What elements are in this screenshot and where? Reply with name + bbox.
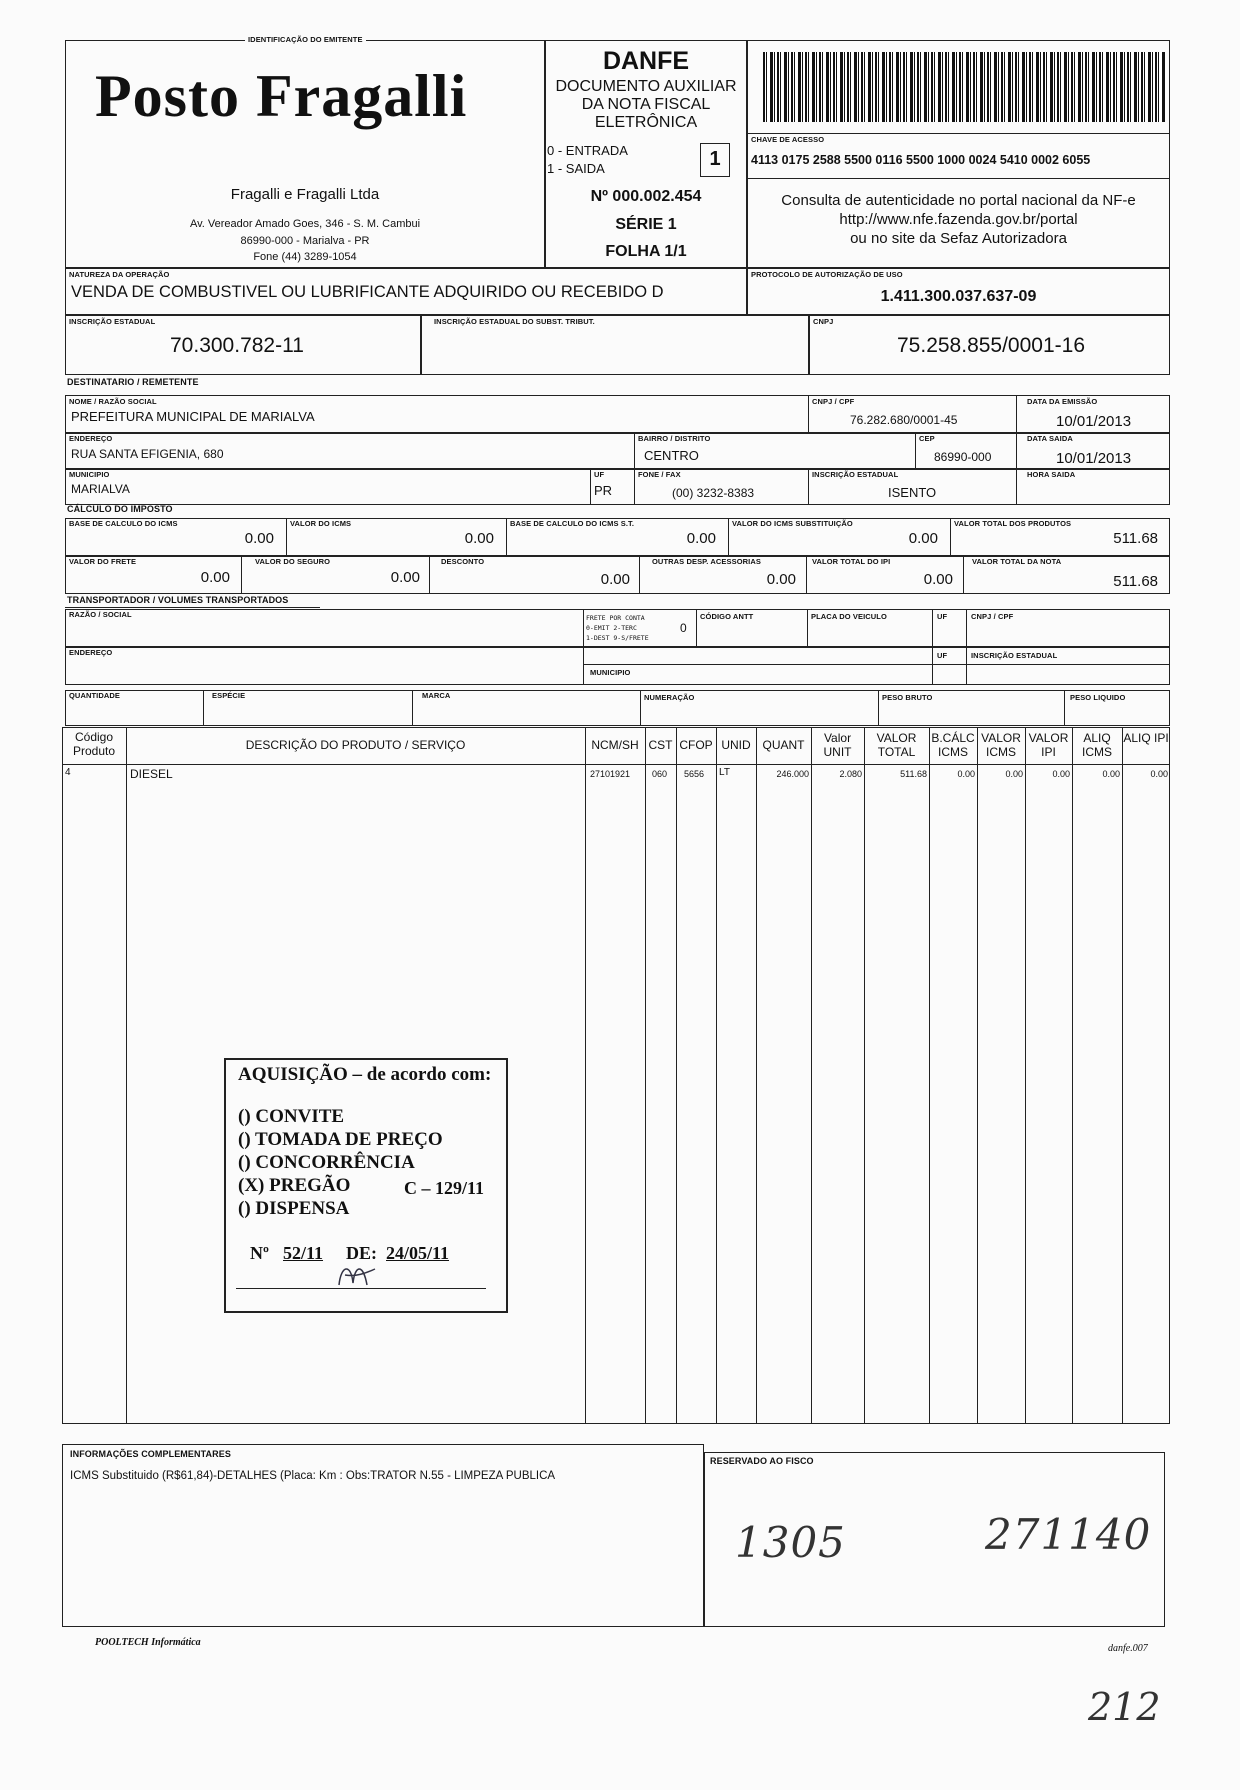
stamp-concorrencia: () CONCORRÊNCIA (238, 1152, 415, 1173)
danfe-entrada: 0 - ENTRADA (547, 143, 628, 158)
qtd-label: QUANTIDADE (69, 691, 120, 700)
total-produtos-label: VALOR TOTAL DOS PRODUTOS (954, 519, 1072, 528)
cell-ncm: 27101921 (590, 769, 631, 779)
col-line (716, 727, 717, 1424)
dest-cnpj-label: CNPJ / CPF (812, 397, 855, 406)
dest-cep-label: CEP (919, 434, 935, 443)
dest-nome-label: NOME / RAZÃO SOCIAL (69, 397, 157, 406)
dest-mun-label: MUNICIPIO (69, 470, 110, 479)
dest-div (590, 469, 591, 505)
transp-div (583, 609, 584, 647)
dest-div (1016, 433, 1017, 469)
col-line (811, 727, 812, 1424)
col-line (1025, 727, 1026, 1424)
transp-underline (65, 607, 320, 608)
dest-hora-label: HORA SAIDA (1027, 470, 1076, 479)
protocolo-value: 1.411.300.037.637-09 (880, 288, 1037, 305)
total-produtos-value: 511.68 (1113, 530, 1158, 547)
th-aliq-ipi: ALIQ IPI (1123, 731, 1169, 745)
transp-uf-label: UF (937, 612, 948, 621)
th-bcalc-icms: B.CÁLC ICMS (931, 731, 975, 759)
dest-saida-label: DATA SAIDA (1027, 434, 1073, 443)
cnpj-value: 75.258.855/0001-16 (897, 334, 1086, 357)
cell-quant: 246.000 (776, 769, 809, 779)
cell-aliq-ipi: 0.00 (1150, 769, 1168, 779)
dest-div (915, 433, 916, 469)
col-line (1122, 727, 1123, 1424)
ie-label: INSCRIÇÃO ESTADUAL (69, 317, 156, 326)
transp-div (932, 609, 933, 647)
th-valor-total: VALOR TOTAL (876, 731, 917, 759)
dest-cnpj: 76.282.680/0001-45 (850, 413, 958, 427)
imposto-div (506, 518, 507, 556)
col-line (1072, 727, 1073, 1424)
peso-bruto-label: PESO BRUTO (882, 693, 933, 702)
seguro-value: 0.00 (390, 569, 420, 586)
desconto-value: 0.00 (600, 571, 630, 588)
chave-consulta: Consulta de autenticidade no portal nacional da NF-e http://www.nfe.fazenda.gov.br/portal ou no site da Sefaz Autorizadora (781, 192, 1136, 247)
volumes-div (1064, 690, 1065, 726)
th-quant: QUANT (762, 738, 805, 752)
volumes-div (640, 690, 641, 726)
natureza-label: NATUREZA DA OPERAÇÃO (69, 270, 170, 279)
th-ncm: NCM/SH (591, 738, 639, 752)
protocolo-label: PROTOCOLO DE AUTORIZAÇÃO DE USO (751, 270, 903, 279)
cell-unid: LT (719, 767, 730, 778)
emitente-fone: Fone (44) 3289-1054 (253, 251, 357, 263)
stamp-tomada: () TOMADA DE PREÇO (238, 1129, 443, 1150)
th-valor-icms: VALOR ICMS (981, 731, 1021, 759)
dest-nome: PREFEITURA MUNICIPAL DE MARIALVA (71, 409, 315, 424)
th-valor-unit: Valor UNIT (823, 731, 852, 759)
transp-section-label: TRANSPORTADOR / VOLUMES TRANSPORTADOS (67, 595, 289, 605)
peso-liquido-label: PESO LIQUIDO (1070, 693, 1126, 702)
th-cst: CST (648, 738, 673, 752)
dest-row-2 (65, 433, 1170, 469)
base-icms-label: BASE DE CALCULO DO ICMS (69, 519, 178, 528)
th-cfop: CFOP (679, 738, 713, 752)
dest-bairro: CENTRO (644, 448, 699, 463)
transp-mun-label: MUNICIPIO (590, 668, 631, 677)
emitente-logo: Posto Fragalli (95, 63, 468, 129)
stamp-title: AQUISIÇÃO – de acordo com: (238, 1064, 492, 1085)
dest-end-label: ENDEREÇO (69, 434, 113, 443)
col-line (864, 727, 865, 1424)
dest-uf-label: UF (594, 470, 605, 479)
dest-end: RUA SANTA EFIGENIA, 680 (71, 447, 224, 461)
barcode-image (763, 52, 1165, 122)
chave-label: CHAVE DE ACESSO (751, 135, 825, 144)
total-ipi-value: 0.00 (923, 571, 953, 588)
dest-row-3 (65, 469, 1170, 505)
base-icms-st-label: BASE DE CALCULO DO ICMS S.T. (510, 519, 635, 528)
dest-fone: (00) 3232-8383 (672, 486, 755, 500)
cell-aliq-icms: 0.00 (1102, 769, 1120, 779)
transp-razao-label: RAZÃO / SOCIAL (69, 610, 132, 619)
placa-label: PLACA DO VEICULO (811, 612, 887, 621)
handwritten-271140: 271140 (985, 1510, 1152, 1559)
danfe-numero: Nº 000.002.454 (590, 188, 702, 205)
fisco-label: RESERVADO AO FISCO (710, 1456, 814, 1466)
imposto-div (429, 556, 430, 594)
ie-value: 70.300.782-11 (170, 334, 304, 357)
natureza-value: VENDA DE COMBUSTIVEL OU LUBRIFICANTE ADQUIRIDO OU RECEBIDO D (71, 283, 664, 301)
imposto-div (950, 518, 951, 556)
danfe-saida: 1 - SAIDA (547, 161, 605, 176)
dest-div (808, 395, 809, 433)
total-nota-label: VALOR TOTAL DA NOTA (972, 557, 1062, 566)
volumes-div (878, 690, 879, 726)
th-descricao: DESCRIÇÃO DO PRODUTO / SERVIÇO (245, 738, 466, 752)
cell-cst: 060 (652, 769, 668, 779)
desconto-label: DESCONTO (441, 557, 485, 566)
chave-divider (747, 133, 1170, 134)
dest-section-label: DESTINATARIO / REMETENTE (67, 377, 199, 387)
dest-saida: 10/01/2013 (1056, 450, 1132, 467)
stamp-dispensa: () DISPENSA (238, 1198, 350, 1219)
outras-desp-value: 0.00 (766, 571, 796, 588)
imposto-section-label: CÁLCULO DO IMPOSTO (67, 504, 173, 514)
cell-valor-ipi: 0.00 (1052, 769, 1070, 779)
initials-scribble (331, 1255, 381, 1295)
emitente-razao: Fragalli e Fragalli Ltda (230, 186, 380, 203)
dest-emissao: 10/01/2013 (1056, 413, 1132, 430)
dest-ie: ISENTO (888, 485, 937, 500)
stamp-data: 24/05/11 (386, 1243, 450, 1263)
total-ipi-label: VALOR TOTAL DO IPI (812, 557, 891, 566)
dest-div (634, 433, 635, 469)
especie-label: ESPÉCIE (212, 691, 246, 700)
stamp-numero: 52/11 (283, 1243, 324, 1263)
transp-div (966, 647, 967, 685)
cell-codigo: 4 (65, 767, 71, 778)
danfe-tipo: 1 (700, 143, 730, 177)
marca-label: MARCA (422, 691, 451, 700)
seguro-label: VALOR DO SEGURO (255, 557, 331, 566)
transp-div (807, 609, 808, 647)
chave-value: 4113 0175 2588 5500 0116 5500 1000 0024 5410 0002 6055 (751, 153, 1091, 167)
ie-st-label: INSCRIÇÃO ESTADUAL DO SUBST. TRIBUT. (434, 317, 595, 326)
cell-cfop: 5656 (684, 769, 705, 779)
danfe-folha: FOLHA 1/1 (605, 243, 687, 260)
cell-valor-icms: 0.00 (1005, 769, 1023, 779)
outras-desp-label: OUTRAS DESP. ACESSORIAS (652, 557, 761, 566)
frete-value: 0.00 (200, 569, 230, 586)
imposto-div (639, 556, 640, 594)
total-nota-value: 511.68 (1113, 573, 1158, 590)
chave-divider-2 (747, 178, 1170, 179)
col-line (645, 727, 646, 1424)
numeracao-label: NUMERAÇÃO (644, 693, 695, 702)
valor-icms-label: VALOR DO ICMS (290, 519, 352, 528)
stamp-de-label: DE: (346, 1243, 377, 1263)
dest-div (634, 469, 635, 505)
stamp-pregao: (X) PREGÃO (238, 1175, 351, 1196)
danfe-serie: SÉRIE 1 (615, 216, 677, 233)
th-valor-ipi: VALOR IPI (1028, 731, 1069, 759)
th-unid: UNID (721, 738, 751, 752)
col-line (126, 727, 127, 1424)
produtos-header-line (62, 764, 1170, 765)
transp-div-h (583, 664, 1170, 665)
info-label: INFORMAÇÕES COMPLEMENTARES (70, 1449, 231, 1459)
cell-descricao: DIESEL (130, 767, 173, 781)
emitente-section-label: IDENTIFICAÇÃO DO EMITENTE (245, 35, 366, 44)
col-line (756, 727, 757, 1424)
valor-icms-value: 0.00 (464, 530, 494, 547)
th-aliq-icms: ALIQ ICMS (1082, 731, 1112, 759)
footer-danfe: danfe.007 (1108, 1643, 1148, 1654)
stamp-convite: () CONVITE (238, 1106, 345, 1127)
dest-uf: PR (594, 483, 613, 498)
cnpj-label: CNPJ (813, 317, 834, 326)
cell-valor-total: 511.68 (900, 769, 927, 779)
volumes-div (412, 690, 413, 726)
dest-div (1016, 469, 1017, 505)
imposto-div (728, 518, 729, 556)
dest-ie-label: INSCRIÇÃO ESTADUAL (812, 470, 899, 479)
handwritten-1305: 1305 (735, 1518, 846, 1567)
base-icms-st-value: 0.00 (686, 530, 716, 547)
dest-bairro-label: BAIRRO / DISTRITO (638, 434, 711, 443)
col-line (929, 727, 930, 1424)
transp-uf2-label: UF (937, 651, 948, 660)
handwritten-page-number: 212 (1088, 1685, 1161, 1729)
emitente-cep-cidade: 86990-000 - Marialva - PR (240, 235, 370, 247)
col-line (676, 727, 677, 1424)
valor-icms-st-value: 0.00 (908, 530, 938, 547)
dest-div (808, 469, 809, 505)
emitente-endereco: Av. Vereador Amado Goes, 346 - S. M. Cambui (189, 218, 421, 230)
danfe-subtitle: DOCUMENTO AUXILIAR DA NOTA FISCAL ELETRÔNICA (555, 78, 737, 131)
th-codigo: Código Produto (72, 730, 116, 758)
transp-div (966, 609, 967, 647)
imposto-div (806, 556, 807, 594)
dest-mun: MARIALVA (71, 482, 130, 496)
dest-div (1016, 395, 1017, 433)
col-line (977, 727, 978, 1424)
cell-bcalc-icms: 0.00 (957, 769, 975, 779)
valor-icms-st-label: VALOR DO ICMS SUBSTITUIÇÃO (732, 519, 853, 528)
imposto-div (286, 518, 287, 556)
frete-value: 0 (680, 621, 687, 635)
frete-options: FRETE POR CONTA 0-EMIT 2-TERC 1-DEST 9-S/FRETE (586, 614, 649, 642)
transp-end-label: ENDEREÇO (69, 648, 113, 657)
col-line (585, 727, 586, 1424)
antt-label: CÓDIGO ANTT (700, 612, 754, 621)
frete-label: VALOR DO FRETE (69, 557, 137, 566)
stamp-numero-label: Nº (250, 1243, 269, 1263)
danfe-title: DANFE (602, 47, 690, 75)
info-text: ICMS Substituido (R$61,84)-DETALHES (Placa: Km : Obs:TRATOR N.55 - LIMPEZA PUBLICA (70, 1470, 556, 1482)
aquisicao-stamp (224, 1058, 508, 1313)
transp-div (583, 647, 584, 685)
dest-fone-label: FONE / FAX (638, 470, 681, 479)
imposto-div (241, 556, 242, 594)
dest-emissao-label: DATA DA EMISSÃO (1027, 397, 1098, 406)
base-icms-value: 0.00 (244, 530, 274, 547)
transp-div (696, 609, 697, 647)
transp-ie-label: INSCRIÇÃO ESTADUAL (971, 651, 1058, 660)
transp-div (932, 647, 933, 685)
footer-pooltech: POOLTECH Informática (95, 1637, 201, 1648)
stamp-pregao-num: C – 129/11 (404, 1178, 485, 1198)
cell-valor-unit: 2.080 (839, 769, 862, 779)
volumes-div (203, 690, 204, 726)
dest-cep: 86990-000 (934, 450, 992, 464)
transp-cnpj-label: CNPJ / CPF (971, 612, 1014, 621)
imposto-div (963, 556, 964, 594)
